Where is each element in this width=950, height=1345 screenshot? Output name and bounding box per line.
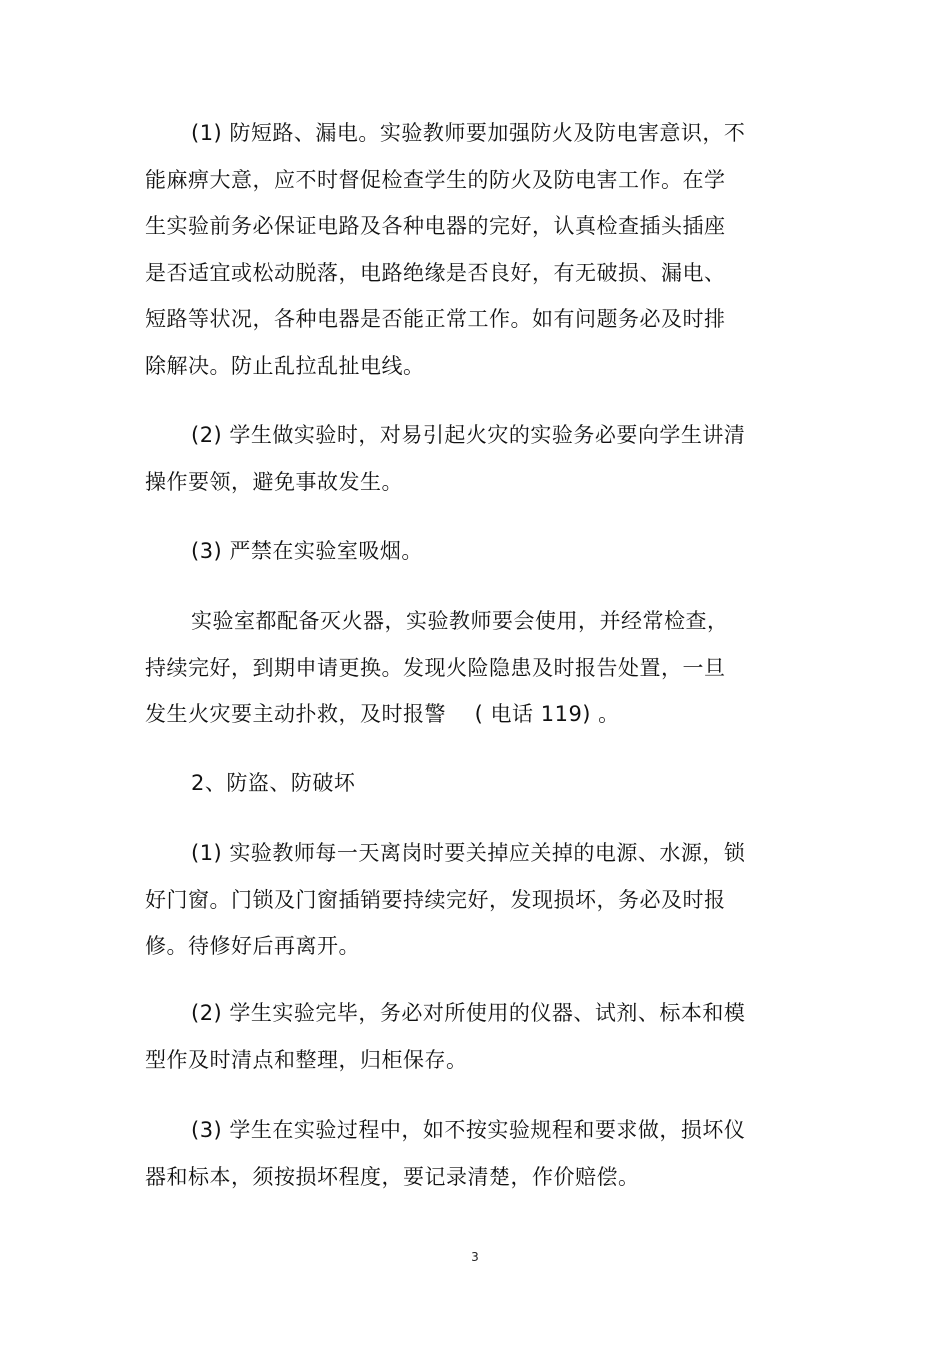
paragraph-line: 修。待修好后再离开。 xyxy=(145,934,360,958)
paragraph-leave-post xyxy=(145,830,765,970)
paragraph-line: 是否适宜或松动脱落，电路绝缘是否良好，有无破损、漏电、 xyxy=(145,260,726,285)
paragraph-line: (3) 严禁在实验室吸烟。 xyxy=(191,539,423,563)
section-heading: 2、防盗、防破坏 xyxy=(191,771,356,795)
paragraph-short-circuit xyxy=(145,110,765,389)
paragraph-after-experiment xyxy=(145,990,765,1083)
paragraph-line: (2) 学生做实验时，对易引起火灾的实验务必要向学生讲清 xyxy=(191,423,746,447)
paragraph-line: 好门窗。门锁及门窗插销要持续完好，发现损坏，务必及时报 xyxy=(145,887,726,912)
paragraph-line: (1) 防短路、漏电。实验教师要加强防火及防电害意识，不 xyxy=(191,121,746,145)
paragraph-no-smoking xyxy=(145,528,765,575)
paragraph-line: 器和标本，须按损坏程度，要记录清楚，作价赔偿。 xyxy=(145,1164,640,1189)
paragraph-line: (3) 学生在实验过程中，如不按实验规程和要求做，损坏仪 xyxy=(191,1118,746,1142)
section-heading-anti-theft xyxy=(145,760,765,807)
paragraph-extinguisher xyxy=(145,598,765,738)
paragraph-fire-experiment xyxy=(145,412,765,505)
paragraph-line: 能麻痹大意，应不时督促检查学生的防火及防电害工作。在学 xyxy=(145,167,726,192)
page-number: 3 xyxy=(471,1250,479,1264)
paragraph-line: 持续完好，到期申请更换。发现火险隐患及时报告处置，一旦 xyxy=(145,655,726,680)
paragraph-line: 型作及时清点和整理，归柜保存。 xyxy=(145,1047,468,1072)
paragraph-compensation xyxy=(145,1107,765,1200)
paragraph-line: 生实验前务必保证电路及各种电器的完好，认真检查插头插座 xyxy=(145,214,726,238)
paragraph-line: 除解决。防止乱拉乱扯电线。 xyxy=(145,353,425,378)
paragraph-line: 短路等状况，各种电器是否能正常工作。如有问题务必及时排 xyxy=(145,307,726,331)
paragraph-line: 操作要领，避免事故发生。 xyxy=(145,469,403,494)
paragraph-line: 实验室都配备灭火器，实验教师要会使用，并经常检查， xyxy=(191,609,729,633)
paragraph-line: (2) 学生实验完毕，务必对所使用的仪器、试剂、标本和模 xyxy=(191,1001,746,1025)
paragraph-line: 发生火灾要主动扑救，及时报警 ( 电话 119) 。 xyxy=(145,702,620,726)
paragraph-line: (1) 实验教师每一天离岗时要关掉应关掉的电源、水源，锁 xyxy=(191,841,746,865)
